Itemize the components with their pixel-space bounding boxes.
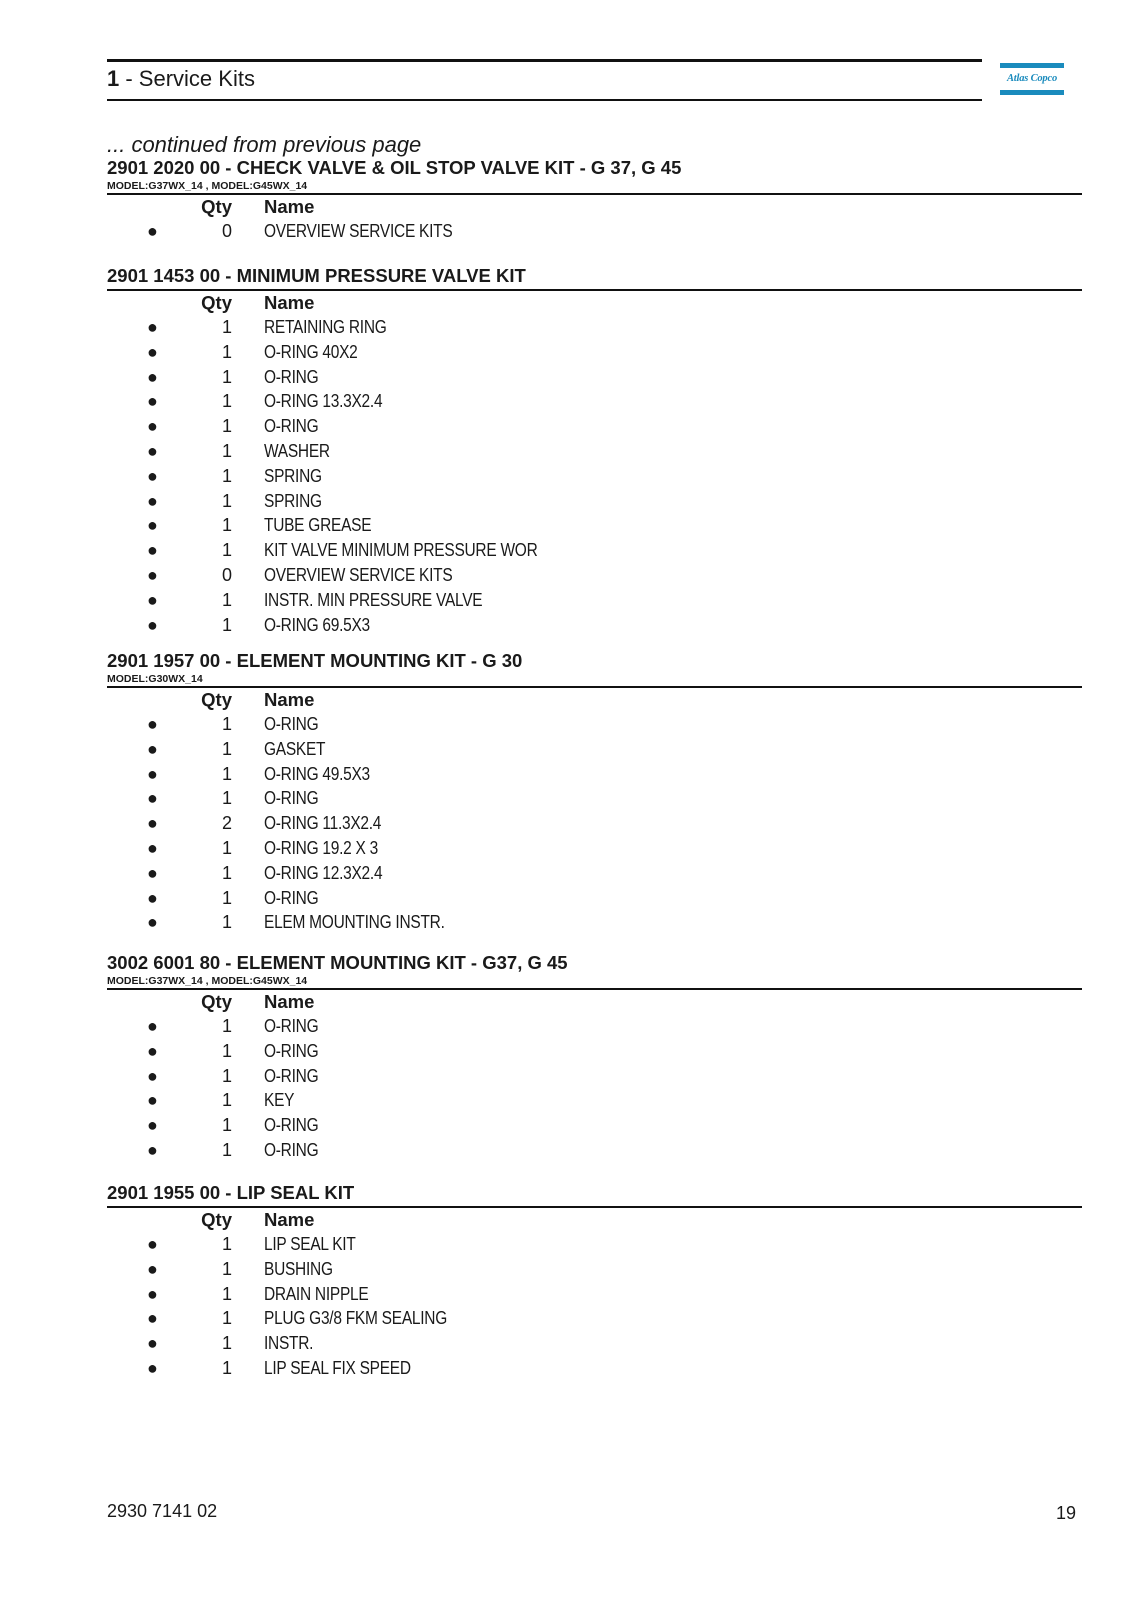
bullet-icon: ● — [147, 391, 158, 412]
bullet-icon: ● — [147, 564, 158, 585]
part-row — [107, 1014, 1082, 1039]
bullet-icon: ● — [147, 416, 158, 437]
name-header: Name — [264, 689, 315, 710]
part-name: O-RING — [264, 714, 319, 734]
logo-text: Atlas Copco — [1006, 73, 1057, 84]
part-qty: 1 — [221, 440, 232, 461]
part-qty: 1 — [221, 1234, 232, 1254]
part-name: SPRING — [264, 490, 322, 511]
bullet-icon: ● — [147, 1357, 158, 1378]
part-qty: 1 — [221, 862, 232, 883]
logo-band-top — [1000, 63, 1064, 68]
part-row — [107, 1331, 1082, 1356]
part-row — [107, 613, 1082, 638]
part-name: WASHER — [264, 440, 330, 461]
part-name: O-RING — [264, 788, 319, 809]
name-header: Name — [264, 1209, 315, 1230]
part-qty: 1 — [221, 837, 232, 858]
part-qty: 1 — [221, 763, 232, 784]
column-header — [107, 1208, 1082, 1232]
part-qty: 1 — [221, 1090, 232, 1111]
service-kit-section — [107, 157, 1082, 244]
part-qty: 1 — [221, 416, 232, 437]
bullet-icon: ● — [147, 1090, 158, 1111]
page-number: 19 — [1055, 1503, 1076, 1523]
part-name: O-RING — [264, 1139, 319, 1160]
name-header: Name — [264, 991, 315, 1012]
page-title — [107, 66, 255, 92]
kit-title: 2901 1955 00 - LIP SEAL KIT — [107, 1182, 355, 1203]
part-qty: 1 — [221, 1115, 232, 1136]
part-row — [107, 1088, 1082, 1113]
bullet-icon: ● — [147, 1016, 158, 1036]
part-row — [107, 513, 1082, 538]
part-qty: 1 — [221, 714, 232, 734]
bullet-icon: ● — [147, 912, 158, 933]
part-name: O-RING — [264, 416, 319, 437]
bullet-icon: ● — [147, 1139, 158, 1160]
kit-model: MODEL:G37WX_14 , MODEL:G45WX_14 — [107, 975, 308, 987]
part-name: O-RING 13.3X2.4 — [264, 391, 383, 412]
part-row — [107, 439, 1082, 464]
part-qty: 1 — [221, 366, 232, 387]
part-name: INSTR. — [264, 1333, 314, 1354]
part-row — [107, 1232, 1082, 1257]
bullet-icon: ● — [147, 221, 158, 241]
part-row — [107, 1282, 1082, 1307]
bullet-icon: ● — [147, 887, 158, 908]
bullet-icon: ● — [147, 1283, 158, 1304]
part-row — [107, 365, 1082, 390]
bullet-icon: ● — [147, 341, 158, 362]
part-row — [107, 1138, 1082, 1163]
part-qty: 1 — [221, 1065, 232, 1086]
service-kit-section — [107, 1182, 1082, 1381]
kit-title: 3002 6001 80 - ELEMENT MOUNTING KIT - G37, G 45 — [107, 952, 568, 973]
part-name: O-RING 19.2 X 3 — [264, 837, 379, 858]
part-row — [107, 1113, 1082, 1138]
part-qty: 2 — [221, 813, 232, 834]
part-qty: 0 — [221, 564, 232, 585]
part-qty: 1 — [221, 1333, 232, 1354]
part-row — [107, 588, 1082, 613]
part-qty: 1 — [221, 540, 232, 561]
part-name: OVERVIEW SERVICE KITS — [264, 564, 453, 585]
part-name: O-RING 11.3X2.4 — [264, 813, 382, 834]
kit-title: 2901 1453 00 - MINIMUM PRESSURE VALVE KIT — [107, 265, 526, 286]
service-kit-section — [107, 650, 1082, 935]
part-name: O-RING — [264, 1065, 319, 1086]
part-name: O-RING 49.5X3 — [264, 763, 370, 784]
part-name: TUBE GREASE — [264, 515, 372, 536]
part-name: BUSHING — [264, 1258, 333, 1279]
column-header — [107, 291, 1082, 315]
header-rule-bottom — [107, 99, 982, 101]
part-qty: 0 — [221, 221, 232, 241]
part-name: O-RING — [264, 1115, 319, 1136]
section-title: - Service Kits — [119, 66, 255, 91]
part-name: GASKET — [264, 738, 326, 759]
part-qty: 1 — [221, 1283, 232, 1304]
part-qty: 1 — [221, 614, 232, 635]
bullet-icon: ● — [147, 788, 158, 809]
bullet-icon: ● — [147, 837, 158, 858]
part-row — [107, 712, 1082, 737]
kit-model: MODEL:G30WX_14 — [107, 673, 203, 685]
part-qty: 1 — [221, 1357, 232, 1378]
part-row — [107, 414, 1082, 439]
bullet-icon: ● — [147, 813, 158, 834]
qty-header: Qty — [201, 196, 232, 217]
part-qty: 1 — [221, 887, 232, 908]
part-name: OVERVIEW SERVICE KITS — [264, 221, 453, 241]
part-qty: 1 — [221, 788, 232, 809]
bullet-icon: ● — [147, 1115, 158, 1136]
part-name: O-RING 12.3X2.4 — [264, 862, 383, 883]
part-name: LIP SEAL FIX SPEED — [264, 1357, 411, 1378]
bullet-icon: ● — [147, 515, 158, 536]
part-qty: 1 — [221, 317, 232, 337]
bullet-icon: ● — [147, 1333, 158, 1354]
part-name: INSTR. MIN PRESSURE VALVE — [264, 589, 483, 610]
part-row — [107, 1039, 1082, 1064]
part-row — [107, 1064, 1082, 1089]
bullet-icon: ● — [147, 1065, 158, 1086]
part-name: RETAINING RING — [264, 317, 387, 337]
part-row — [107, 389, 1082, 414]
part-row — [107, 563, 1082, 588]
part-row — [107, 861, 1082, 886]
part-row — [107, 219, 1082, 244]
bullet-icon: ● — [147, 589, 158, 610]
header-rule-top — [107, 59, 982, 62]
part-row — [107, 910, 1082, 935]
bullet-icon: ● — [147, 862, 158, 883]
bullet-icon: ● — [147, 1234, 158, 1254]
part-qty: 1 — [221, 1040, 232, 1061]
kit-model: MODEL:G37WX_14 , MODEL:G45WX_14 — [107, 180, 308, 192]
part-row — [107, 836, 1082, 861]
logo-band-bottom — [1000, 90, 1064, 95]
bullet-icon: ● — [147, 317, 158, 337]
part-row — [107, 315, 1082, 340]
name-header: Name — [264, 196, 315, 217]
service-kit-section — [107, 265, 1082, 637]
part-row — [107, 1306, 1082, 1331]
bullet-icon: ● — [147, 366, 158, 387]
section-number: 1 — [107, 66, 120, 91]
bullet-icon: ● — [147, 714, 158, 734]
part-name: O-RING — [264, 1040, 319, 1061]
qty-header: Qty — [201, 991, 232, 1012]
part-qty: 1 — [221, 515, 232, 536]
part-qty: 1 — [221, 1016, 232, 1036]
part-qty: 1 — [221, 465, 232, 486]
bullet-icon: ● — [147, 490, 158, 511]
part-row — [107, 762, 1082, 787]
bullet-icon: ● — [147, 763, 158, 784]
part-row — [107, 886, 1082, 911]
column-header — [107, 688, 1082, 712]
part-row — [107, 811, 1082, 836]
part-row — [107, 1257, 1082, 1282]
part-name: LIP SEAL KIT — [264, 1234, 356, 1254]
part-name: SPRING — [264, 465, 322, 486]
part-row — [107, 1356, 1082, 1381]
bullet-icon: ● — [147, 738, 158, 759]
part-row — [107, 340, 1082, 365]
part-row — [107, 538, 1082, 563]
part-qty: 1 — [221, 589, 232, 610]
qty-header: Qty — [201, 292, 232, 313]
part-qty: 1 — [221, 490, 232, 511]
atlas-copco-logo — [1000, 63, 1064, 95]
kit-title: 2901 2020 00 - CHECK VALVE & OIL STOP VALVE KIT - G 37, G 45 — [107, 157, 682, 178]
part-row — [107, 464, 1082, 489]
continued-note: ... continued from previous page — [107, 132, 422, 157]
part-qty: 1 — [221, 391, 232, 412]
part-name: KIT VALVE MINIMUM PRESSURE WOR — [264, 540, 538, 561]
document-number: 2930 7141 02 — [107, 1501, 218, 1521]
bullet-icon: ● — [147, 440, 158, 461]
column-header — [107, 195, 1082, 219]
bullet-icon: ● — [147, 540, 158, 561]
part-name: KEY — [264, 1090, 295, 1111]
service-kit-section — [107, 952, 1082, 1163]
part-name: DRAIN NIPPLE — [264, 1283, 369, 1304]
bullet-icon: ● — [147, 1308, 158, 1329]
part-qty: 1 — [221, 1139, 232, 1160]
qty-header: Qty — [201, 689, 232, 710]
qty-header: Qty — [201, 1209, 232, 1230]
part-row — [107, 489, 1082, 514]
part-name: O-RING — [264, 887, 319, 908]
bullet-icon: ● — [147, 1040, 158, 1061]
name-header: Name — [264, 292, 315, 313]
part-name: PLUG G3/8 FKM SEALING — [264, 1308, 447, 1329]
bullet-icon: ● — [147, 614, 158, 635]
part-qty: 1 — [221, 1258, 232, 1279]
part-name: O-RING — [264, 1016, 319, 1036]
part-qty: 1 — [221, 738, 232, 759]
part-name: ELEM MOUNTING INSTR. — [264, 912, 445, 933]
bullet-icon: ● — [147, 465, 158, 486]
part-name: O-RING 40X2 — [264, 341, 358, 362]
part-qty: 1 — [221, 912, 232, 933]
kit-title: 2901 1957 00 - ELEMENT MOUNTING KIT - G 30 — [107, 650, 523, 671]
part-row — [107, 737, 1082, 762]
part-qty: 1 — [221, 1308, 232, 1329]
part-name: O-RING — [264, 366, 319, 387]
part-name: O-RING 69.5X3 — [264, 614, 370, 635]
bullet-icon: ● — [147, 1258, 158, 1279]
part-row — [107, 786, 1082, 811]
column-header — [107, 990, 1082, 1014]
part-qty: 1 — [221, 341, 232, 362]
